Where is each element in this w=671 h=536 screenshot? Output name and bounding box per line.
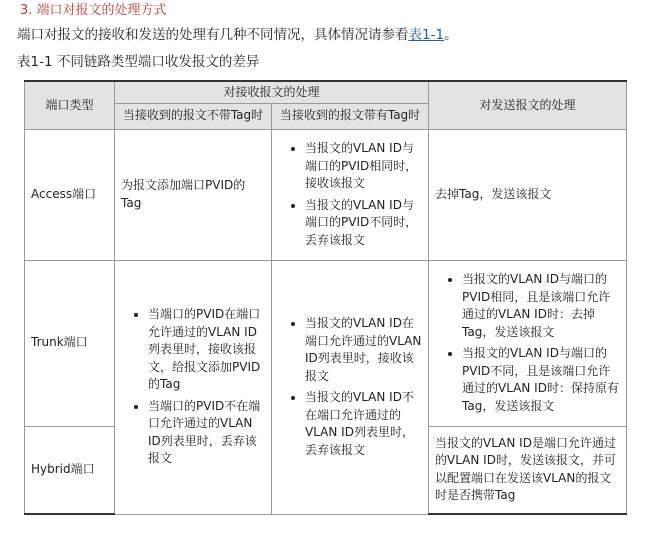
access-untagged-cell: 为报文添加端口PVID的Tag [115, 129, 272, 260]
hybrid-port-cell: Hybrid端口 [25, 426, 115, 514]
port-processing-table [24, 80, 627, 515]
list-item: • 当端口的PVID不在端口允许通过的VLAN ID列表里时，丢弃该报文 [148, 398, 265, 468]
list-item: • 当报文的VLAN ID与端口的PVID相同，且是该端口允许通过的VLAN ID时：去掉Tag，发送该报文 [462, 271, 620, 341]
table-row-access [25, 129, 627, 260]
section-heading: 3. 端口对报文的处理方式 [20, 3, 167, 18]
table-reference-link[interactable]: 表1-1 [408, 27, 445, 43]
header-send: 对发送报文的处理 [429, 81, 627, 129]
shared-tagged-cell [272, 260, 429, 514]
intro-paragraph [17, 25, 458, 45]
intro-text: 端口对报文的接收和发送的处理有几种不同情况，具体情况请参看 [17, 27, 409, 43]
header-receive-group: 对接收报文的处理 [115, 81, 429, 103]
access-port-cell: Access端口 [25, 129, 115, 260]
list-item: • 当报文的VLAN ID不在端口允许通过的VLAN ID列表里时，丢弃该报文 [305, 389, 422, 459]
access-tagged-cell [272, 129, 429, 260]
access-send-cell: 去掉Tag，发送该报文 [429, 129, 627, 260]
header-receive-untagged: 当接收到的报文不带Tag时 [115, 103, 272, 129]
hybrid-send-cell: 当报文的VLAN ID是端口允许通过的VLAN ID时，发送该报文，并可以配置端口在发送该VLAN的报文时是否携带Tag [429, 426, 627, 514]
list-item: • 当报文的VLAN ID与端口的PVID不同时，丢弃该报文 [305, 197, 422, 250]
shared-untagged-cell [115, 260, 272, 514]
list-item: • 当报文的VLAN ID在端口允许通过的VLAN ID列表里时，接收该报文 [305, 315, 422, 385]
header-receive-tagged: 当接收到的报文带有Tag时 [272, 103, 429, 129]
table-caption: 表1-1 不同链路类型端口收发报文的差异 [17, 54, 260, 70]
header-port-type: 端口类型 [25, 81, 115, 129]
list-item: • 当端口的PVID在端口允许通过的VLAN ID列表里时，接收该报文，给报文添加PVID的Tag [148, 306, 265, 394]
trunk-port-cell: Trunk端口 [25, 260, 115, 426]
table-row-trunk [25, 260, 627, 426]
list-item: • 当报文的VLAN ID与端口的PVID相同时，接收该报文 [305, 140, 422, 193]
trunk-send-cell [429, 260, 627, 426]
list-item: • 当报文的VLAN ID与端口的PVID不同，且是该端口允许通过的VLAN ID时：保持原有Tag，发送该报文 [462, 345, 620, 415]
intro-text-end: 。 [444, 27, 458, 43]
